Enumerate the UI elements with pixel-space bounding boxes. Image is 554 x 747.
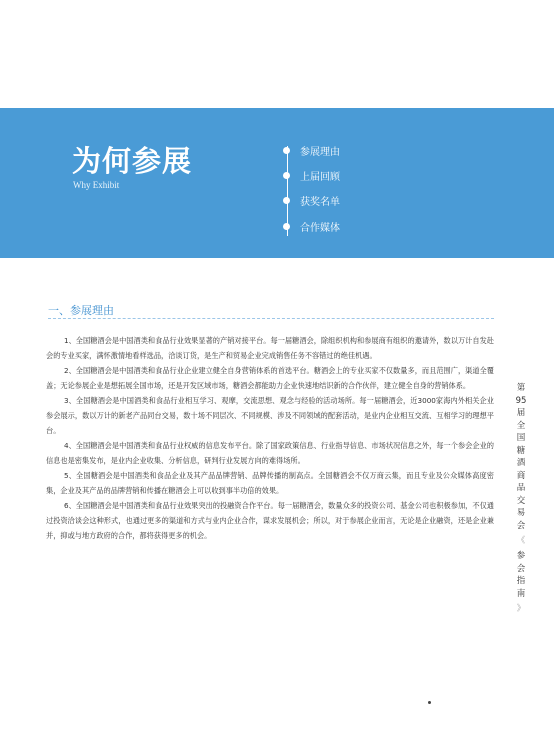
section-body	[46, 333, 494, 543]
paragraph: 5、全国糖酒会是中国酒类和食品企业及其产品品牌营销、品牌传播的制高点。全国糖酒会不仅万商云集，而且专业及公众媒体高度密集，企业及其产品的品牌营销和传播在糖酒会上可以收到事半功倍的效果。	[46, 471, 494, 495]
side-guide-char: 会	[516, 563, 526, 574]
side-guide-char: 南	[516, 588, 526, 599]
paragraph: 2、全国糖酒会是中国酒类和食品行业企业建立健全自身营销体系的首选平台。糖酒会上的专业买家不仅数量多，而且范围广，渠道全覆盖；无论参展企业是想拓展全国市场，还是开发区域市场，糖酒会都能助力企业快速地结识新的合作伙伴，建立健全自身的营销体系。	[46, 366, 494, 390]
section-divider	[48, 318, 494, 319]
page-marker-dot	[428, 701, 431, 704]
paragraph: 3、全国糖酒会是中国酒类和食品行业相互学习、观摩，交流思想、观念与经验的活动场所。每一届糖酒会，近3000家海内外相关企业参会展示，数以万计的新老产品同台交易，数十场不同层次、不同规模、涉及不同领域的配套活动，是业内企业相互交流、互相学习的理想平台。	[46, 396, 494, 435]
nav-item-label: 上届回顾	[300, 171, 340, 183]
side-title-char: 第	[516, 383, 526, 393]
side-title-char: 品	[516, 483, 526, 493]
side-guide-char: 指	[516, 576, 526, 586]
section-heading: 一、参展理由	[48, 304, 114, 317]
bullet-dot-icon	[283, 197, 290, 204]
nav-item-label: 获奖名单	[300, 196, 340, 208]
bullet-dot-icon	[283, 147, 290, 154]
page-title: 为何参展	[72, 144, 193, 178]
paragraph: 6、全国糖酒会是中国酒类和食品行业效果突出的投融资合作平台。每一届糖酒会，数量众多的投资公司、基金公司也积极参加，不仅通过投资洽谈会这种形式，也通过更多的渠道和方式与业内企业合作，谋求发展机会；所以，对于参展企业而言，无论是企业融资，还是企业兼并，抑或与地方政府的合作，都将获得更多的机会。	[46, 501, 494, 540]
close-bracket-mark: 》	[516, 604, 526, 614]
nav-item-awards[interactable]	[283, 193, 340, 207]
side-title-char: 国	[516, 433, 526, 443]
side-title-char: 易	[516, 508, 526, 518]
side-title-char: 酒	[516, 458, 526, 468]
nav-item-media[interactable]	[283, 219, 340, 233]
side-title-char: 糖	[516, 445, 526, 456]
side-title-char: 交	[516, 495, 526, 506]
page-subtitle: Why Exhibit	[73, 180, 120, 190]
side-title-char: 会	[516, 520, 526, 531]
side-title-char: 95	[515, 395, 527, 406]
side-running-title	[510, 382, 532, 618]
nav-item-label: 合作媒体	[300, 222, 340, 234]
side-title-char: 届	[516, 408, 526, 418]
bullet-dot-icon	[283, 223, 290, 230]
paragraph: 4、全国糖酒会是中国酒类和食品行业权威的信息发布平台。除了国家政策信息、行业指导信息、市场状况信息之外，每一个参会企业的信息也是密集发布，是业内企业收集、分析信息，研判行业发展方向的难得场所。	[46, 441, 494, 465]
bullet-dot-icon	[283, 172, 290, 179]
paragraph: 1、全国糖酒会是中国酒类和食品行业效果显著的产销对接平台。每一届糖酒会，除组织机构和参展商有组织的邀请外，数以万计自发赴会的专业买家，满怀激情地看样选品，洽谈订货，是生产和贸易企业完成销售任务不容错过的绝佳机遇。	[46, 336, 494, 360]
side-title-char: 全	[516, 420, 526, 431]
open-bracket-mark: 《	[516, 536, 526, 546]
nav-item-review[interactable]	[283, 168, 340, 182]
nav-item-reasons[interactable]	[283, 143, 340, 157]
nav-item-label: 参展理由	[300, 146, 340, 158]
side-title-char: 商	[516, 470, 526, 481]
side-guide-char: 参	[516, 551, 526, 561]
